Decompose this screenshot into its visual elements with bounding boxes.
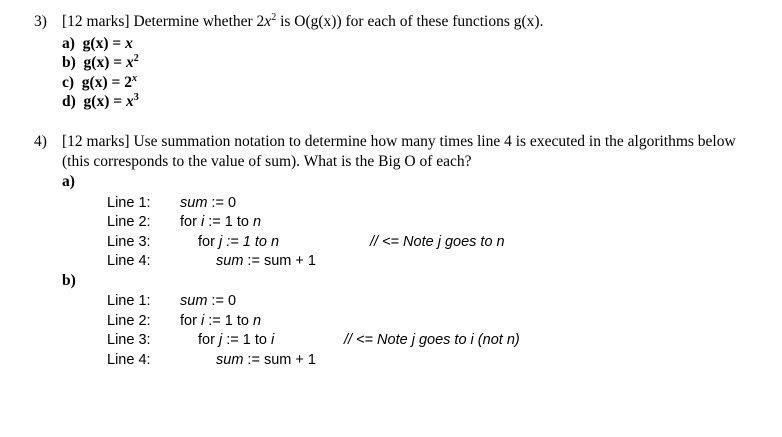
- code-end: n: [252, 214, 262, 230]
- code-var: i: [200, 214, 205, 230]
- q3-number: 3): [34, 13, 47, 30]
- q3-item-sup: 3: [133, 91, 139, 103]
- q4-part-a-label: a): [62, 173, 75, 190]
- code-line: [180, 195, 236, 211]
- line-number: Line 3:: [107, 234, 151, 250]
- line-number: Line 2:: [107, 214, 151, 230]
- code-line: [180, 293, 236, 309]
- code-comment: // <= Note j goes to n: [370, 234, 505, 250]
- code-keyword: sum: [216, 253, 244, 269]
- line-number: Line 2:: [107, 313, 151, 329]
- q4-part-b-label: b): [62, 272, 76, 289]
- code-var: i: [200, 313, 205, 329]
- code-line: [180, 214, 261, 230]
- code-keyword: for: [198, 234, 219, 250]
- code-rest: := 1 to: [222, 332, 271, 348]
- code-line: [198, 234, 279, 250]
- q3-item-lhs: g(x) =: [82, 35, 126, 52]
- code-var: j: [218, 234, 223, 250]
- code-end: i: [270, 332, 275, 348]
- code-comment: // <= Note j goes to i (not n): [344, 332, 520, 348]
- code-keyword: sum: [180, 293, 208, 309]
- code-keyword: sum: [216, 352, 244, 368]
- code-rest: := sum + 1: [243, 352, 316, 368]
- code-rest: := 1 to: [204, 313, 253, 329]
- code-rest: := sum + 1: [243, 253, 316, 269]
- line-number: Line 4:: [107, 253, 151, 269]
- code-keyword: for: [198, 332, 219, 348]
- q3-prompt: [62, 13, 543, 31]
- q3-item-var: x: [125, 35, 133, 52]
- q4-number: 4): [34, 133, 47, 150]
- q3-item-sup: x: [131, 72, 137, 84]
- q3-item-letter: d): [62, 93, 76, 110]
- q3-item-letter: c): [62, 74, 75, 91]
- code-rest: := 0: [207, 293, 237, 309]
- q3-item-var: x: [125, 93, 134, 110]
- code-rest: := 1 to: [222, 234, 271, 250]
- code-end: n: [252, 313, 262, 329]
- code-var: j: [218, 332, 223, 348]
- q3-item-var: x: [125, 54, 134, 71]
- code-keyword: for: [180, 313, 201, 329]
- line-number: Line 1:: [107, 195, 151, 211]
- line-number: Line 3:: [107, 332, 151, 348]
- code-keyword: for: [180, 214, 201, 230]
- code-end: n: [270, 234, 280, 250]
- code-rest: := 0: [207, 195, 237, 211]
- q3-item-b: [62, 54, 139, 72]
- q4-prompt-line2: (this corresponds to the value of sum). What is the Big O of each?: [62, 153, 472, 170]
- q3-item-a: [62, 35, 133, 53]
- q3-item-letter: b): [62, 54, 76, 71]
- q3-item-lhs: g(x) =: [83, 93, 126, 110]
- q4-prompt-line1: [12 marks] Use summation notation to determine how many times line 4 is executed in the algorithms below: [62, 133, 736, 150]
- code-line: [180, 313, 261, 329]
- line-number: Line 1:: [107, 293, 151, 309]
- q3-prompt-var: x: [264, 13, 272, 30]
- line-number: Line 4:: [107, 352, 151, 368]
- q3-prompt-post: is O(g(x)) for each of these functions g(x).: [276, 13, 544, 30]
- q3-prompt-pre: [12 marks] Determine whether 2: [62, 13, 265, 30]
- code-line: [216, 352, 316, 368]
- code-rest: := 1 to: [204, 214, 253, 230]
- q3-item-c: [62, 74, 137, 92]
- q3-prompt-sup: 2: [271, 11, 277, 23]
- code-line: [216, 253, 316, 269]
- code-keyword: sum: [180, 195, 208, 211]
- code-line: [198, 332, 274, 348]
- q3-item-lhs: g(x) = 2: [81, 74, 132, 91]
- q3-item-lhs: g(x) =: [83, 54, 126, 71]
- q3-item-d: [62, 93, 139, 111]
- q3-item-letter: a): [62, 35, 75, 52]
- q3-item-sup: 2: [133, 52, 139, 64]
